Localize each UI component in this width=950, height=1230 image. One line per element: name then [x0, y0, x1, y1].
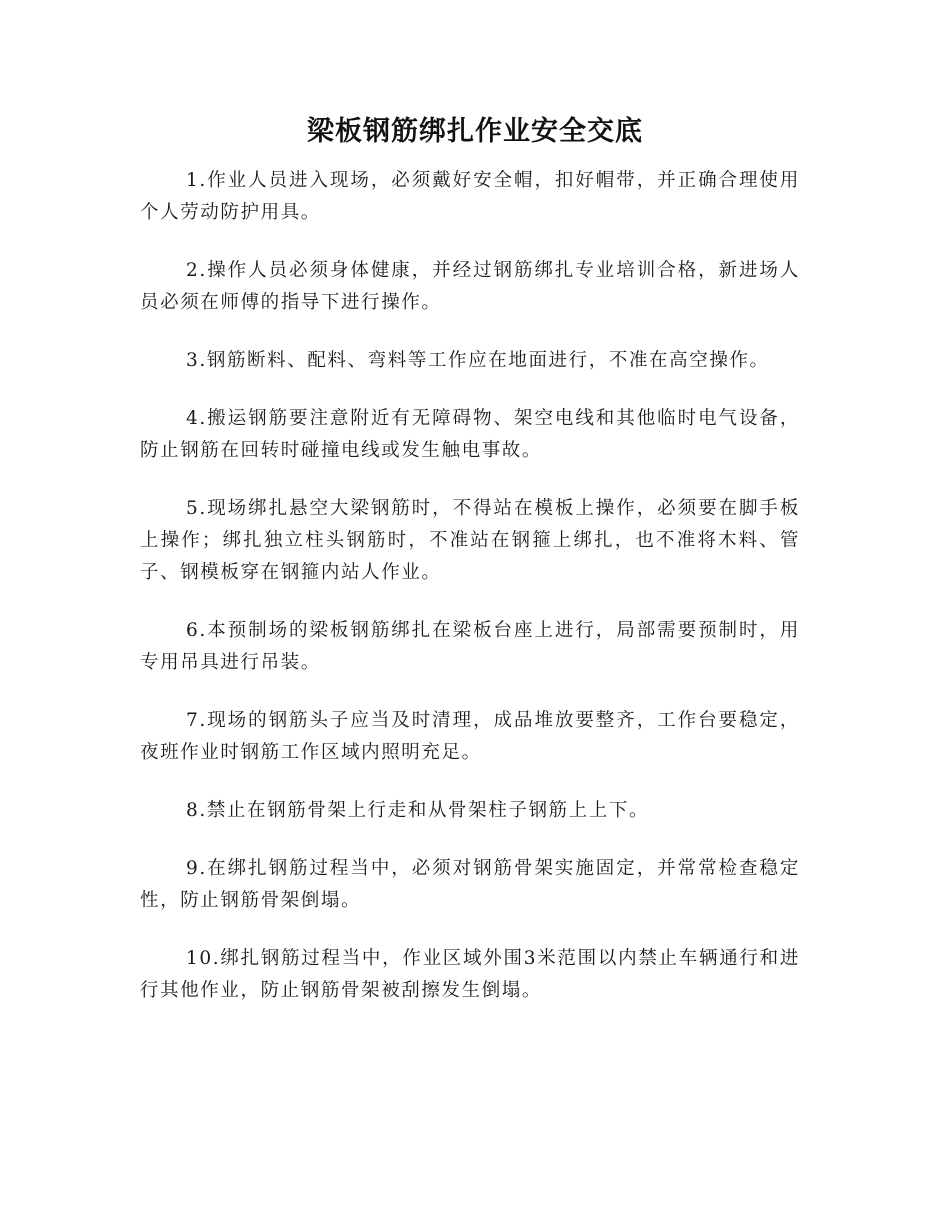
- paragraph-4: 4.搬运钢筋要注意附近有无障碍物、架空电线和其他临时电气设备，防止钢筋在回转时碰撞电线或发生触电事故。: [140, 408, 800, 461]
- document-body: [140, 165, 800, 1033]
- document-title: 梁板钢筋绑扎作业安全交底: [307, 116, 643, 147]
- paragraph-8: 8.禁止在钢筋骨架上行走和从骨架柱子钢筋上上下。: [186, 800, 650, 821]
- paragraph-1: 1.作业人员进入现场，必须戴好安全帽，扣好帽带，并正确合理使用个人劳动防护用具。: [140, 170, 800, 223]
- paragraph-9: 9.在绑扎钢筋过程当中，必须对钢筋骨架实施固定，并常常检查稳定性，防止钢筋骨架倒塌。: [140, 858, 800, 911]
- paragraph-2: 2.操作人员必须身体健康，并经过钢筋绑扎专业培训合格，新进场人员必须在师傅的指导下进行操作。: [140, 260, 800, 313]
- paragraph-3: 3.钢筋断料、配料、弯料等工作应在地面进行，不准在高空操作。: [186, 350, 770, 371]
- paragraph-6: 6.本预制场的梁板钢筋绑扎在梁板台座上进行，局部需要预制时，用专用吊具进行吊装。: [140, 620, 800, 673]
- paragraph-7: 7.现场的钢筋头子应当及时清理，成品堆放要整齐，工作台要稳定，夜班作业时钢筋工作区域内照明充足。: [140, 710, 800, 763]
- paragraph-10: 10.绑扎钢筋过程当中，作业区域外围3米范围以内禁止车辆通行和进行其他作业，防止钢筋骨架被刮擦发生倒塌。: [140, 948, 800, 1001]
- paragraph-5: 5.现场绑扎悬空大梁钢筋时，不得站在模板上操作，必须要在脚手板上操作；绑扎独立柱头钢筋时，不准站在钢箍上绑扎，也不准将木料、管子、钢模板穿在钢箍内站人作业。: [140, 498, 800, 583]
